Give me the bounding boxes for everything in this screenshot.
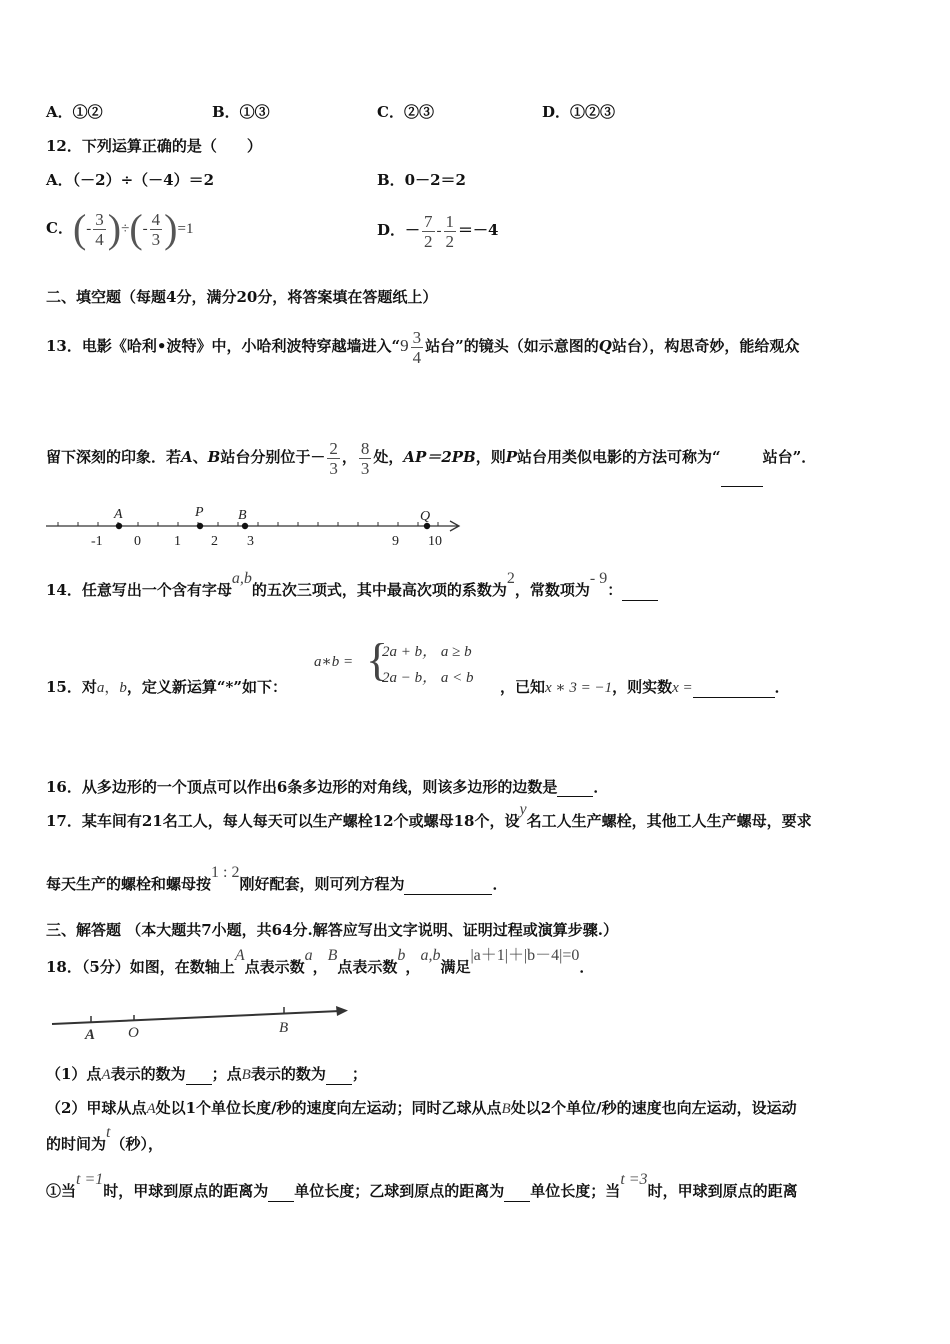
q13-text: 站台”． [762, 448, 817, 466]
fraction [150, 210, 163, 249]
denominator: 3 [151, 229, 161, 249]
point-label: A [114, 507, 123, 522]
coefficient: 2 [506, 570, 515, 587]
variable-x: x = [672, 680, 693, 696]
question-18 [46, 947, 595, 978]
period: ． [774, 678, 790, 696]
answer-blank[interactable] [557, 782, 593, 797]
question-17-line-2 [46, 864, 508, 895]
answer-blank[interactable] [721, 472, 763, 487]
answer-blank[interactable] [504, 1187, 530, 1202]
case-2: 2a − b， a < b [382, 670, 474, 686]
q13-text: 处， [373, 448, 404, 466]
q17-text: 名工人生产螺栓，其他工人生产螺母，要求 [526, 812, 812, 830]
minus-sign: － [405, 221, 421, 239]
q12-option-c [46, 205, 193, 252]
q17-text: 刚好配套，则可列方程为 [239, 875, 405, 893]
answer-blank[interactable] [693, 683, 775, 698]
tick-label: 10 [428, 534, 442, 549]
variable-t: t [106, 1124, 111, 1141]
numerator: 3 [412, 327, 422, 347]
q18-text: 表示的数为 [250, 1065, 326, 1083]
q15-text: ”如下： [233, 678, 288, 696]
question-12-stem: 12．下列运算正确的是（ ） [46, 137, 262, 155]
q14-text: 的五次三项式，其中最高次项的系数为 [251, 581, 507, 599]
q18-text: 时，甲球到原点的距离为 [103, 1182, 269, 1200]
point-label: Q [420, 509, 431, 524]
variable-b: b [397, 947, 406, 964]
period: ． [579, 958, 595, 976]
q14-text: ，常数项为 [514, 581, 590, 599]
option-label: C． [46, 219, 73, 237]
point-a-label: A [101, 1067, 111, 1083]
q18-text: （2）甲球从点 [46, 1099, 147, 1117]
left-paren: ( [129, 206, 143, 251]
q14-text: ： [607, 581, 623, 599]
minus-sign: - [436, 223, 442, 239]
q18-text: （秒）， [110, 1135, 163, 1153]
point-b-label: B [327, 947, 338, 964]
denominator: 2 [424, 231, 433, 251]
point-q-label: Q [598, 337, 612, 355]
minus-sign: - [86, 221, 92, 237]
q12-option-a: A．（－2）÷（－4）＝2 [46, 171, 215, 189]
question-18-part-1 [46, 1064, 367, 1085]
time-t3: t =3 [620, 1171, 648, 1188]
denominator: 2 [445, 231, 455, 251]
piecewise-definition [314, 634, 500, 689]
point-label: A [85, 1027, 96, 1042]
right-paren: ) [164, 206, 178, 251]
q13-text: ，则 [475, 448, 506, 466]
question-18-part-2-line-1 [46, 1098, 797, 1119]
point-a-label: A [181, 448, 193, 466]
q18-text: 表示的数为 [110, 1065, 186, 1083]
question-17-line-1 [46, 801, 812, 832]
fraction [422, 212, 435, 251]
axis-line [52, 1011, 340, 1024]
fraction [444, 212, 457, 251]
q17-text: 每天生产的螺栓和螺母按 [46, 875, 212, 893]
question-18-part-2-item-1 [46, 1171, 798, 1202]
tick-label: 3 [247, 534, 254, 549]
variable-b: b [119, 680, 127, 696]
point-a-label: A [146, 1101, 156, 1117]
question-15 [46, 677, 287, 698]
point-a-label: A [234, 947, 245, 964]
letters-ab: a,b [231, 570, 252, 587]
left-brace: { [366, 634, 389, 685]
period: ． [492, 875, 508, 893]
tick-label: 2 [211, 534, 218, 549]
right-paren: ) [107, 206, 122, 251]
fraction [327, 439, 340, 478]
q18-text: 点表示数 [337, 958, 398, 976]
q18-text: 满足 [440, 958, 471, 976]
number-line-q13 [40, 500, 470, 552]
option-a: A．①② [46, 103, 103, 121]
mixed-number-whole: 9 [400, 336, 409, 355]
answer-blank[interactable] [268, 1187, 294, 1202]
point-label: B [279, 1020, 289, 1036]
point-b-label: B [241, 1067, 251, 1083]
definition-lhs: a∗b = [314, 654, 354, 670]
point-label: P [195, 505, 204, 520]
section-3-heading: 三、解答题 （本大题共7小题，共64分.解答应写出文字说明、证明过程或演算步骤.） [46, 921, 618, 939]
axis-arrow [336, 1006, 348, 1016]
q17-text: 17．某车间有21名工人，每人每天可以生产螺栓12个或螺母18个，设 [46, 812, 520, 830]
condition: x ∗ 3 = −1 [545, 680, 613, 696]
q18-text: ， [405, 958, 421, 976]
denominator: 4 [95, 229, 104, 249]
point-label: O [128, 1025, 139, 1041]
constant-term: - 9 [589, 570, 608, 587]
point-b-label: B [501, 1101, 511, 1117]
q18-text: ， [312, 958, 328, 976]
numerator: 3 [95, 209, 104, 229]
point-a [116, 523, 122, 529]
question-13-line-1 [46, 316, 799, 376]
point-b-label: B [207, 448, 221, 466]
period: ． [593, 778, 609, 796]
q18-text: （1）点 [46, 1065, 102, 1083]
q13-text: 站台分别位于－ [220, 448, 326, 466]
numerator: 1 [445, 211, 455, 231]
option-c: C．②③ [377, 103, 434, 121]
tick-label: 0 [134, 534, 141, 549]
question-14 [46, 570, 658, 601]
q18-text: 的时间为 [46, 1135, 107, 1153]
section-2-heading: 二、填空题（每题4分，满分20分，将答案填在答题纸上） [46, 288, 438, 306]
tick-label: 1 [174, 534, 181, 549]
denominator: 4 [412, 347, 422, 367]
option-label: D． [377, 221, 406, 239]
q18-text: 18．（5分）如图，在数轴上 [46, 958, 235, 976]
q14-text: 14．任意写出一个含有字母 [46, 581, 232, 599]
result: ＝－4 [458, 221, 499, 239]
q18-text: ； [351, 1065, 367, 1083]
point-label: B [238, 508, 247, 523]
fraction [359, 439, 372, 478]
option-d: D．①②③ [542, 103, 616, 121]
time-t1: t =1 [76, 1171, 104, 1188]
q13-text: 站台用类似电影的方法可称为“ [517, 448, 721, 466]
variable-a: a [96, 680, 105, 696]
question-16 [46, 777, 608, 797]
point-b [242, 523, 248, 529]
question-15-tail [500, 677, 790, 698]
denominator: 3 [329, 458, 338, 478]
numerator: 8 [360, 438, 370, 458]
question-13-line-2 [46, 427, 816, 487]
left-paren: ( [72, 206, 87, 251]
number-line-q18 [46, 996, 366, 1042]
q15-text: ，已知 [500, 678, 546, 696]
separator: ， [341, 448, 357, 466]
letters-ab: a,b [420, 947, 441, 964]
numerator: 7 [424, 211, 433, 231]
q18-text: 处以1个单位长度/秒的速度向左运动；同时乙球从点 [155, 1099, 502, 1117]
q18-text: 时，甲球到原点的距离 [647, 1182, 798, 1200]
answer-blank[interactable] [404, 880, 492, 895]
point-p-label: P [505, 448, 518, 466]
numerator: 2 [329, 438, 338, 458]
q13-text: 站台），构思奇妙，能给观众 [611, 337, 800, 355]
q12-option-b: B．0－2＝2 [377, 171, 466, 189]
separator: ， [104, 680, 120, 696]
q18-text: 单位长度；当 [530, 1182, 621, 1200]
answer-blank[interactable] [186, 1070, 212, 1085]
option-b: B．①③ [212, 103, 270, 121]
tick-label: 9 [392, 534, 399, 549]
fraction [93, 210, 106, 249]
star-symbol: * [225, 678, 234, 696]
equals-one: =1 [177, 221, 194, 237]
divide-sign: ÷ [121, 221, 130, 237]
q18-text: ；点 [211, 1065, 242, 1083]
q12-option-d [377, 207, 498, 254]
q15-text: ，定义新运算“ [126, 678, 226, 696]
q18-text: 点表示数 [244, 958, 305, 976]
variable-a: a [304, 947, 313, 964]
denominator: 3 [360, 458, 370, 478]
answer-blank[interactable] [622, 586, 658, 601]
q13-text: 留下深刻的印象．若 [46, 448, 182, 466]
q18-text: 处以2个单位/秒的速度也向左运动，设运动 [510, 1099, 797, 1117]
minus-sign: - [142, 221, 148, 237]
question-18-part-2-line-2 [46, 1124, 163, 1155]
ratio: 1 : 2 [211, 864, 240, 881]
condition-equation: |a＋1|＋|b－4|=0 [470, 947, 580, 964]
point-p [197, 523, 203, 529]
fraction [411, 328, 424, 367]
equation: AP＝2PB [403, 448, 476, 466]
tick-label: -1 [91, 534, 103, 549]
numerator: 4 [151, 209, 161, 229]
q13-text: 站台”的镜头（如示意图的 [425, 337, 599, 355]
q16-text: 16．从多边形的一个顶点可以作出6条多边形的对角线，则该多边形的边数是 [46, 778, 558, 796]
q18-text: 单位长度；乙球到原点的距离为 [294, 1182, 505, 1200]
q13-text: 13．电影《哈利•波特》中，小哈利波特穿越墙进入“ [46, 337, 401, 355]
variable-y: y [519, 801, 527, 818]
q15-text: ，则实数 [612, 678, 673, 696]
answer-blank[interactable] [326, 1070, 352, 1085]
separator: 、 [192, 448, 208, 466]
case-1: 2a + b， a ≥ b [382, 644, 472, 660]
q15-text: 15．对 [46, 678, 97, 696]
q18-text: ①当 [46, 1182, 77, 1200]
